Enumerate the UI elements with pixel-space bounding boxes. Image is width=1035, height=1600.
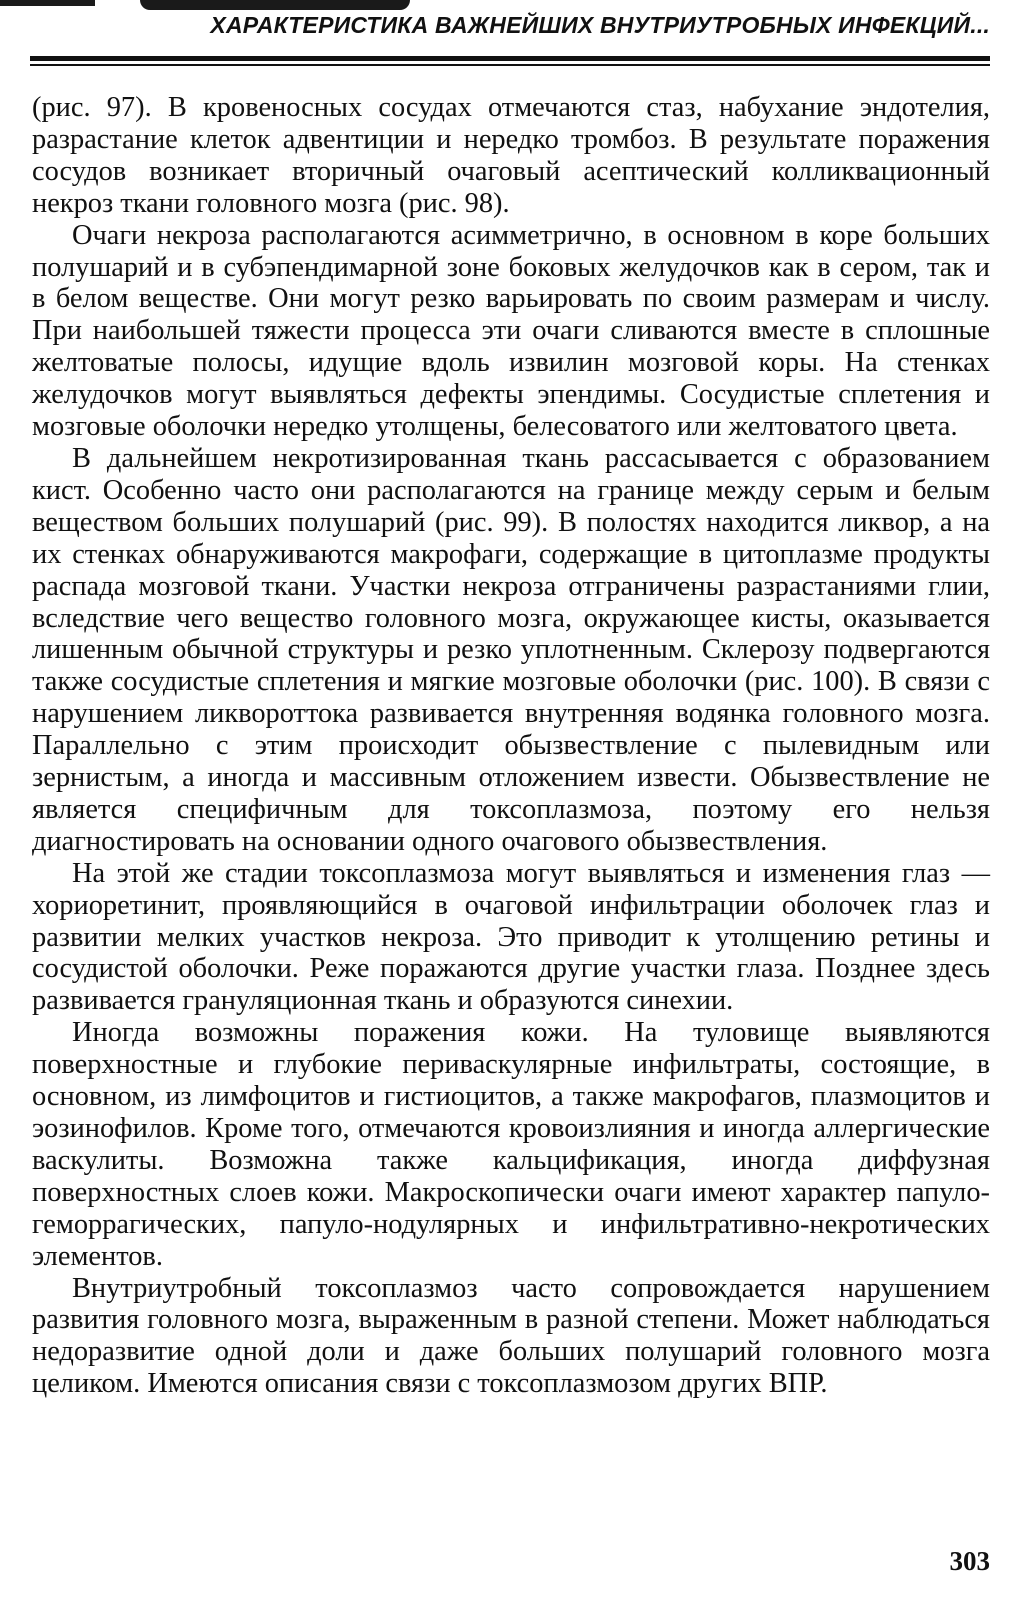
running-head: ХАРАКТЕРИСТИКА ВАЖНЕЙШИХ ВНУТРИУТРОБНЫХ ИНФЕКЦИЙ... <box>210 12 990 38</box>
paragraph: Внутриутробный токсоплазмоз часто сопровождается нарушением развития головного мозга, выраженным в разной степени. Может наблюдаться недоразвитие одной доли и даже больших полушарий головного мозга целиком. Имеются описания связи с токсоплазмозом других ВПР. <box>32 1272 990 1400</box>
header-rule <box>30 56 990 61</box>
paragraph: На этой же стадии токсоплазмоза могут выявляться и изменения глаз — хориоретинит, проявляющийся в очаговой инфильтрации оболочек глаз и развитии мелких участков некроза. Это приводит к утолщению ретины и сосудистой оболочки. Реже поражаются другие участки глаза. Позднее здесь развивается грануляционная ткань и образуются синехии. <box>32 857 990 1017</box>
page-number: 303 <box>949 1546 990 1576</box>
header-rule-thin <box>30 64 990 66</box>
paragraph: Очаги некроза располагаются асимметрично, в основном в коре больших полушарий и в субэпендимарной зоне боковых желудочков как в сером, так и в белом веществе. Они могут резко варьировать по своим размерам и числу. При наибольшей тяжести процесса эти очаги сливаются вместе в сплошные желтоватые полосы, идущие вдоль извилин мозговой коры. На стенках желудочков могут выявляться дефекты эпендимы. Сосудистые сплетения и мозговые оболочки нередко утолщены, белесоватого или желтоватого цвета. <box>32 219 990 443</box>
paragraph: В дальнейшем некротизированная ткань рассасывается с образованием кист. Особенно часто они располагаются на границе между серым и белым веществом больших полушарий (рис. 99). В полостях находится ликвор, а на их стенках обнаруживаются макрофаги, содержащие в цитоплазме продукты распада мозговой ткани. Участки некроза отграничены разрастаниями глии, вследствие чего вещество головного мозга, окружающее кисты, оказывается лишенным обычной структуры и резко уплотненным. Склерозу подвергаются также сосудистые сплетения и мягкие мозговые оболочки (рис. 100). В связи с нарушением ликвороттока развивается внутренняя водянка головного мозга. Параллельно с этим происходит обызвествление с пылевидным или зернистым, а иногда и массивным отложением извести. Обызвествление не является специфичным для токсоплазмоза, поэтому его нельзя диагностировать на основании одного очагового обызвествления. <box>32 442 990 857</box>
scan-edge-mark <box>0 0 95 6</box>
body-text <box>32 92 990 1400</box>
paragraph: (рис. 97). В кровеносных сосудах отмечаются стаз, набухание эндотелия, разрастание клеток адвентиции и нередко тромбоз. В результате поражения сосудов возникает вторичный очаговый асептический колликвационный некроз ткани головного мозга (рис. 98). <box>32 92 990 219</box>
scan-edge-mark <box>140 0 410 10</box>
paragraph: Иногда возможны поражения кожи. На туловище выявляются поверхностные и глубокие периваскулярные инфильтраты, состоящие, в основном, из лимфоцитов и гистиоцитов, а также макрофагов, плазмоцитов и эозинофилов. Кроме того, отмечаются кровоизлияния и иногда аллергические васкулиты. Возможна также кальцификация, иногда диффузная поверхностных слоев кожи. Макроскопически очаги имеют характер папуло-геморрагических, папуло-нодулярных и инфильтративно-некротических элементов. <box>32 1017 990 1272</box>
